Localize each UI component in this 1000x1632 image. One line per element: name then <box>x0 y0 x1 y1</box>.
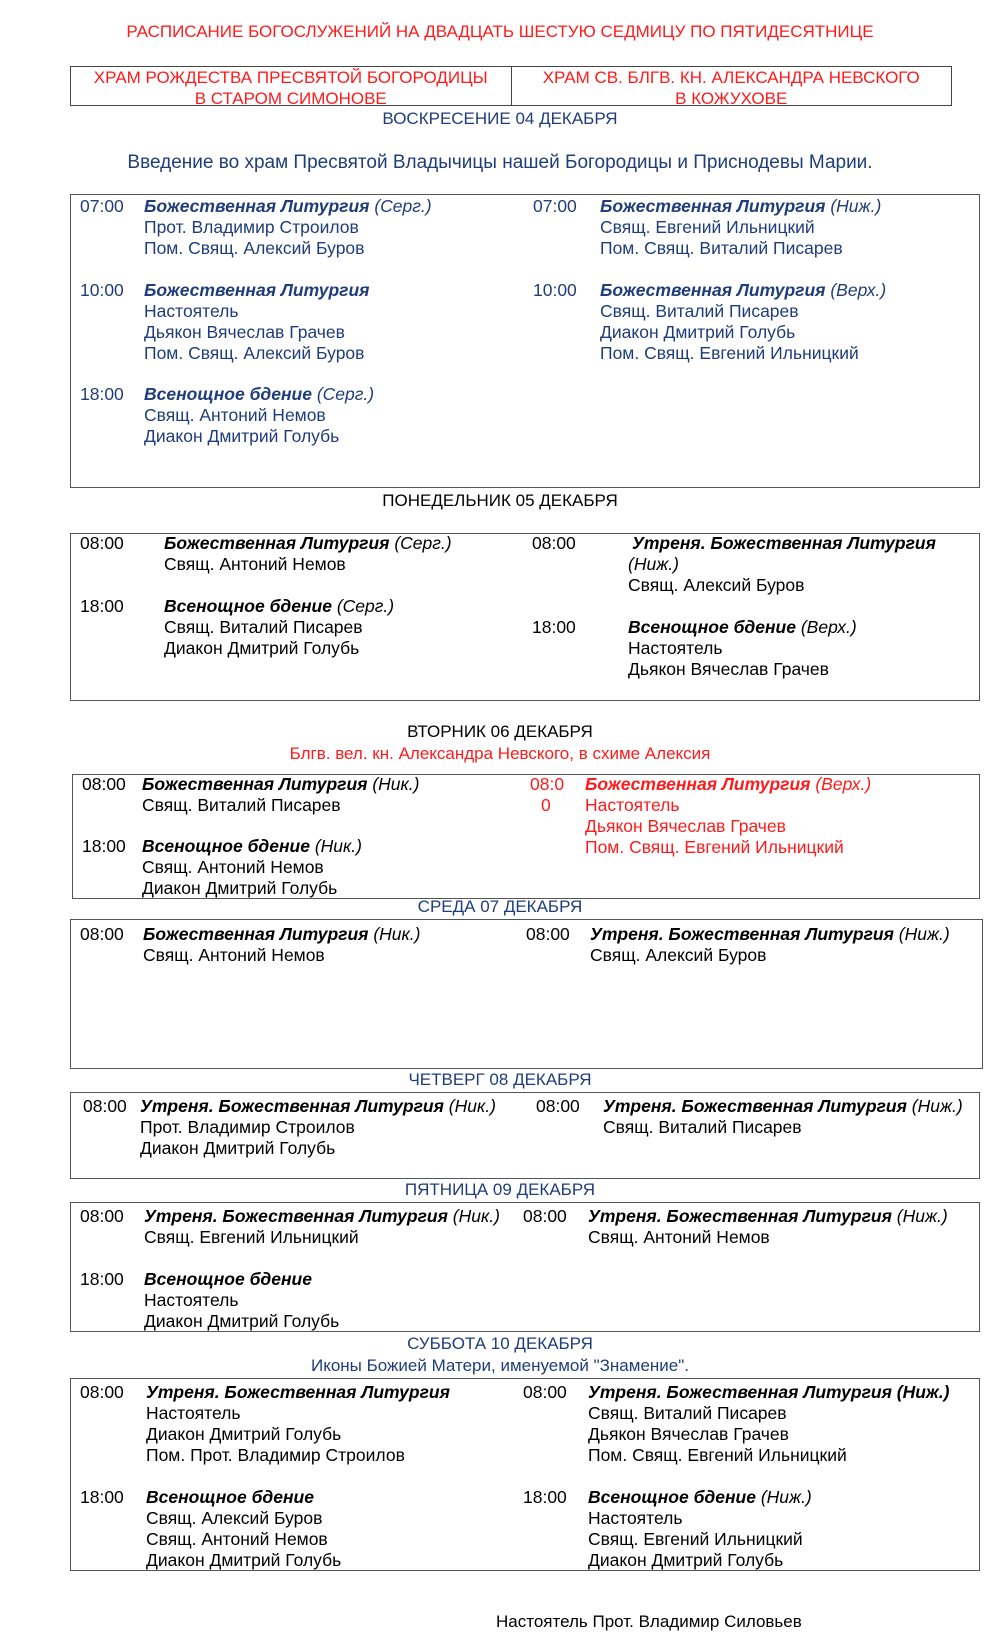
service-note: (Серг.) <box>369 196 432 216</box>
service-name: Божественная Литургия <box>585 774 811 794</box>
service-name: Всенощное бдение <box>628 617 796 637</box>
church-header-table <box>70 66 952 106</box>
event-time: 18:00 <box>82 836 126 856</box>
service-name: Утреня. Божественная Литургия <box>590 924 894 944</box>
event-body <box>142 774 420 816</box>
person: Диакон Дмитрий Голубь <box>164 638 360 658</box>
service-note: (Серг.) <box>331 596 395 616</box>
event-time: 10:00 <box>533 280 577 300</box>
service-note: (Ниж.) <box>825 196 882 216</box>
service-note: (Ник.) <box>443 1096 496 1116</box>
service-note: (Верх.) <box>795 617 857 637</box>
person: Свящ. Виталий Писарев <box>164 617 363 637</box>
event-time: 08:00 <box>80 1206 124 1226</box>
person: Диакон Дмитрий Голубь <box>146 1424 342 1444</box>
service-name: Божественная Литургия <box>142 774 368 794</box>
church-header-left <box>71 67 512 108</box>
event-time: 10:00 <box>80 280 124 300</box>
event-time: 08:00 <box>536 1096 580 1116</box>
person: Свящ. Виталий Писарев <box>588 1403 787 1423</box>
person: Прот. Владимир Строилов <box>140 1117 355 1137</box>
person: Прот. Владимир Строилов <box>144 217 359 237</box>
service-note: (Верх.) <box>810 774 872 794</box>
service-name: Божественная Литургия <box>144 196 370 216</box>
feast-sunday: Введение во храм Пресвятой Владычицы нашей Богородицы и Приснодевы Марии. <box>127 152 873 173</box>
service-name: Божественная Литургия <box>600 280 826 300</box>
day-heading-friday: ПЯТНИЦА 09 ДЕКАБРЯ <box>404 1180 596 1199</box>
person: Свящ. Виталий Писарев <box>142 795 341 815</box>
person: Диакон Дмитрий Голубь <box>588 1550 784 1570</box>
person: Настоятель <box>588 1508 683 1528</box>
person: Диакон Дмитрий Голубь <box>140 1138 336 1158</box>
day-heading-monday: ПОНЕДЕЛЬНИК 05 ДЕКАБРЯ <box>382 491 618 510</box>
church-left-line-2: В СТАРОМ СИМОНОВЕ <box>194 89 387 108</box>
feast-tuesday: Блгв. вел. кн. Александра Невского, в схиме Алексия <box>289 744 711 763</box>
event-time: 18:00 <box>523 1487 567 1507</box>
person: Настоятель <box>144 1290 239 1310</box>
service-name: Утреня. Божественная Литургия <box>632 533 936 553</box>
event-body <box>164 533 452 575</box>
person: Настоятель <box>146 1403 241 1423</box>
service-name: Всенощное бдение <box>146 1487 314 1507</box>
person: Свящ. Евгений Ильницкий <box>600 217 815 237</box>
event-body <box>600 196 881 259</box>
person: Свящ. Виталий Писарев <box>603 1117 802 1137</box>
service-note: (Ниж.) <box>755 1487 812 1507</box>
event-body <box>164 596 394 659</box>
event-body <box>588 1206 948 1248</box>
person: Диакон Дмитрий Голубь <box>600 322 796 342</box>
day-heading-saturday: СУББОТА 10 ДЕКАБРЯ <box>407 1334 593 1353</box>
event-body <box>146 1487 341 1571</box>
event-time: 08:00 <box>83 1096 127 1116</box>
event-body <box>628 533 936 596</box>
service-note: (Ник.) <box>368 924 421 944</box>
service-note: (Серг.) <box>389 533 452 553</box>
event-time: 08:00 <box>80 1382 124 1402</box>
service-note: (Ник.) <box>447 1206 500 1226</box>
event-time: 08:00 <box>523 1206 567 1226</box>
service-name: Божественная Литургия <box>164 533 390 553</box>
person: Свящ. Алексий Буров <box>628 575 805 595</box>
person: Свящ. Алексий Буров <box>590 945 767 965</box>
service-name: Утреня. Божественная Литургия (Ниж.) <box>588 1382 950 1402</box>
service-name: Божественная Литургия <box>600 196 826 216</box>
person: Свящ. Антоний Немов <box>142 857 324 877</box>
person: Свящ. Антоний Немов <box>588 1227 770 1247</box>
event-time: 08:0 <box>530 774 565 794</box>
service-name: Утреня. Божественная Литургия <box>144 1206 448 1226</box>
event-time: 18:00 <box>80 596 124 616</box>
person: Диакон Дмитрий Голубь <box>142 878 338 898</box>
event-body <box>144 196 432 259</box>
service-name: Божественная Литургия <box>143 924 369 944</box>
person: Дьякон Вячеслав Грачев <box>144 322 345 342</box>
event-time: 08:00 <box>526 924 570 944</box>
service-name: Всенощное бдение <box>164 596 332 616</box>
service-note: (Ниж.) <box>628 554 679 574</box>
event-time: 07:00 <box>80 196 124 216</box>
person: Свящ. Виталий Писарев <box>600 301 799 321</box>
day-heading-sunday: ВОСКРЕСЕНИЕ 04 ДЕКАБРЯ <box>382 109 618 128</box>
person: Свящ. Антоний Немов <box>143 945 325 965</box>
church-left-line-1: ХРАМ РОЖДЕСТВА ПРЕСВЯТОЙ БОГОРОДИЦЫ <box>93 68 488 87</box>
person: Дьякон Вячеслав Грачев <box>628 659 829 679</box>
event-time-wrap: 0 <box>541 795 551 815</box>
person: Свящ. Антоний Немов <box>164 554 346 574</box>
person: Свящ. Алексий Буров <box>146 1508 323 1528</box>
event-body <box>590 924 950 966</box>
service-note: (Ниж.) <box>906 1096 963 1116</box>
event-time: 08:00 <box>80 924 124 944</box>
event-time: 18:00 <box>80 1269 124 1289</box>
service-name: Утреня. Божественная Литургия <box>603 1096 907 1116</box>
event-time: 18:00 <box>532 617 576 637</box>
person: Свящ. Евгений Ильницкий <box>144 1227 359 1247</box>
person: Диакон Дмитрий Голубь <box>146 1550 342 1570</box>
service-note: (Ник.) <box>309 836 362 856</box>
day-heading-wednesday: СРЕДА 07 ДЕКАБРЯ <box>417 897 583 916</box>
service-name: Всенощное бдение <box>144 384 312 404</box>
person: Свящ. Антоний Немов <box>144 405 326 425</box>
service-note: (Ниж.) <box>891 1206 948 1226</box>
church-right-line-1: ХРАМ СВ. БЛГВ. КН. АЛЕКСАНДРА НЕВСКОГО <box>542 68 920 87</box>
person: Пом. Свящ. Алексий Буров <box>144 343 365 363</box>
service-note: (Ник.) <box>367 774 420 794</box>
person: Свящ. Евгений Ильницкий <box>588 1529 803 1549</box>
person: Настоятель <box>585 795 680 815</box>
service-name: Всенощное бдение <box>144 1269 312 1289</box>
event-body <box>600 280 886 364</box>
event-time: 18:00 <box>80 1487 124 1507</box>
event-body <box>144 384 374 447</box>
event-time: 18:00 <box>80 384 124 404</box>
event-body <box>603 1096 963 1138</box>
person: Пом. Свящ. Евгений Ильницкий <box>588 1445 847 1465</box>
person: Пом. Свящ. Евгений Ильницкий <box>600 343 859 363</box>
event-body <box>142 836 362 899</box>
service-name: Всенощное бдение <box>588 1487 756 1507</box>
event-time: 08:00 <box>523 1382 567 1402</box>
service-name: Утреня. Божественная Литургия <box>588 1206 892 1226</box>
page-title: РАСПИСАНИЕ БОГОСЛУЖЕНИЙ НА ДВАДЦАТЬ ШЕСТУЮ СЕДМИЦУ ПО ПЯТИДЕСЯТНИЦЕ <box>126 22 874 41</box>
day-heading-tuesday: ВТОРНИК 06 ДЕКАБРЯ <box>407 722 593 741</box>
service-name: Утреня. Божественная Литургия <box>140 1096 444 1116</box>
service-note: (Верх.) <box>825 280 887 300</box>
person: Пом. Прот. Владимир Строилов <box>146 1445 405 1465</box>
church-header-right <box>512 67 952 108</box>
event-time: 08:00 <box>80 533 124 553</box>
event-body <box>585 774 871 858</box>
event-body <box>588 1382 950 1466</box>
person: Диакон Дмитрий Голубь <box>144 426 340 446</box>
event-time: 08:00 <box>82 774 126 794</box>
person: Настоятель <box>144 301 239 321</box>
event-time: 08:00 <box>532 533 576 553</box>
person: Диакон Дмитрий Голубь <box>144 1311 340 1331</box>
event-body <box>144 1206 500 1248</box>
person: Дьякон Вячеслав Грачев <box>588 1424 789 1444</box>
person: Настоятель <box>628 638 723 658</box>
person: Пом. Свящ. Виталий Писарев <box>600 238 843 258</box>
event-body <box>144 280 369 364</box>
event-body <box>628 617 857 680</box>
service-note: (Серг.) <box>311 384 375 404</box>
person: Свящ. Антоний Немов <box>146 1529 328 1549</box>
person: Пом. Свящ. Алексий Буров <box>144 238 365 258</box>
event-body <box>140 1096 496 1159</box>
service-note: (Ниж.) <box>893 924 950 944</box>
event-body <box>588 1487 812 1571</box>
footer-signature: Настоятель Прот. Владимир Силовьев <box>496 1612 802 1631</box>
service-name: Всенощное бдение <box>142 836 310 856</box>
service-name: Утреня. Божественная Литургия <box>146 1382 450 1402</box>
church-right-line-2: В КОЖУХОВЕ <box>675 89 788 108</box>
person: Дьякон Вячеслав Грачев <box>585 816 786 836</box>
event-body <box>144 1269 339 1332</box>
day-heading-thursday: ЧЕТВЕРГ 08 ДЕКАБРЯ <box>408 1070 592 1089</box>
feast-saturday: Иконы Божией Матери, именуемой "Знамение". <box>310 1356 689 1375</box>
service-name: Божественная Литургия <box>144 280 370 300</box>
event-body <box>146 1382 450 1466</box>
event-body <box>143 924 421 966</box>
person: Пом. Свящ. Евгений Ильницкий <box>585 837 844 857</box>
event-time: 07:00 <box>533 196 577 216</box>
